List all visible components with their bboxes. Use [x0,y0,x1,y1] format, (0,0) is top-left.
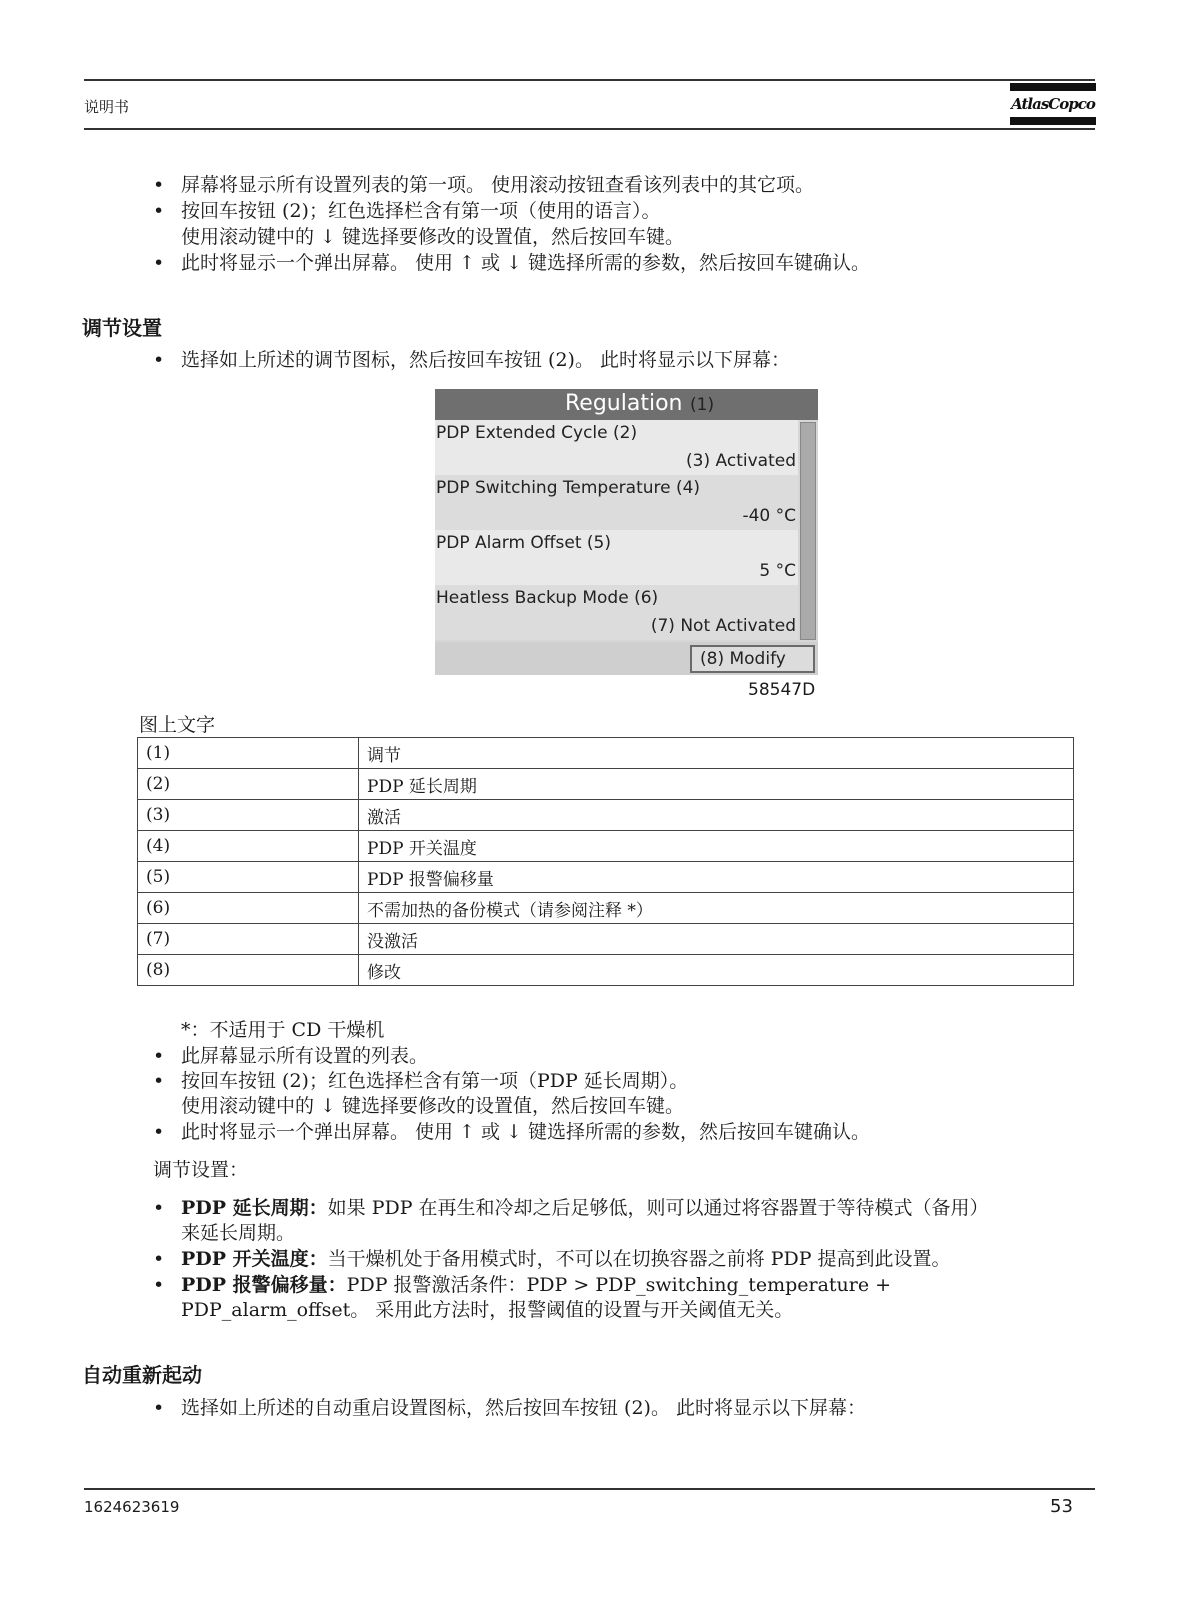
header-title: 说明书 [84,98,130,116]
after-bullet-2-cont: 使用滚动键中的 ↓ 键选择要修改的设置值，然后按回车键。 [181,1095,685,1117]
figure-code: 58547D [748,680,816,700]
setting-desc-cont: PDP_alarm_offset。 采用此方法时，报警阈值的设置与开关阈值无关。 [181,1299,794,1321]
legend-text: PDP 开关温度 [359,831,1074,862]
screen-row-label: PDP Switching Temperature (4) [436,478,701,498]
legend-text: 激活 [359,800,1074,831]
screen-row-pdp-alarm-offset[interactable] [435,530,798,585]
legend-text: PDP 延长周期 [359,769,1074,800]
after-bullet-2: 按回车按钮 (2)；红色选择栏含有第一项（PDP 延长周期）。 [181,1070,689,1092]
legend-text: 修改 [359,955,1074,986]
atlas-copco-logo [1010,83,1096,125]
legend-ref: (8) [138,955,359,986]
setting-item-extended-cycle [181,1195,989,1221]
screen-row-label: Heatless Backup Mode (6) [436,588,659,608]
screen-row-label: PDP Extended Cycle (2) [436,423,638,443]
after-bullet-3: 此时将显示一个弹出屏幕。 使用 ↑ 或 ↓ 键选择所需的参数，然后按回车键确认。 [181,1121,871,1143]
regulation-intro-bullet: 选择如上所述的调节图标，然后按回车按钮 (2)。 此时将显示以下屏幕： [181,349,790,371]
screen-row-value: (3) Activated [686,451,796,471]
bullet-dot: • [153,1197,165,1219]
modify-button[interactable]: (8) Modify [690,645,815,673]
legend-ref: (1) [138,738,359,769]
bullet-dot: • [153,1248,165,1270]
legend-ref: (7) [138,924,359,955]
screen-row-label: PDP Alarm Offset (5) [436,533,611,553]
table-row [138,769,1074,800]
setting-desc: 如果 PDP 在再生和冷却之后足够低，则可以通过将容器置于等待模式（备用） [327,1197,989,1219]
intro-bullet-3: 此时将显示一个弹出屏幕。 使用 ↑ 或 ↓ 键选择所需的参数，然后按回车键确认。 [181,252,871,274]
table-row [138,955,1074,986]
legend-ref: (5) [138,862,359,893]
legend-ref: (3) [138,800,359,831]
bullet-dot: • [153,1121,165,1143]
setting-desc: 当干燥机处于备用模式时，不可以在切换容器之前将 PDP 提高到此设置。 [327,1248,951,1270]
bullet-dot: • [153,252,165,274]
logo-text: AtlasCopco [1011,95,1095,113]
screen-row-pdp-extended-cycle[interactable] [435,420,798,475]
section-heading-auto-restart: 自动重新起动 [82,1363,202,1387]
legend-text: PDP 报警偏移量 [359,862,1074,893]
table-row [138,800,1074,831]
bullet-dot: • [153,174,165,196]
legend-text: 不需加热的备份模式（请参阅注释 *） [359,893,1074,924]
table-note: *：不适用于 CD 干燥机 [181,1019,385,1041]
table-row [138,924,1074,955]
screen-row-value: -40 °C [742,506,796,526]
bullet-dot: • [153,200,165,222]
legend-table [137,737,1074,986]
bullet-dot: • [153,1070,165,1092]
legend-ref: (4) [138,831,359,862]
bullet-dot: • [153,1397,165,1419]
restart-bullet: 选择如上所述的自动重启设置图标，然后按回车按钮 (2)。 此时将显示以下屏幕： [181,1397,866,1419]
legend-text: 没激活 [359,924,1074,955]
table-caption: 图上文字 [139,714,216,736]
intro-bullet-1: 屏幕将显示所有设置列表的第一项。 使用滚动按钮查看该列表中的其它项。 [181,174,815,196]
screen-title: Regulation [565,391,683,416]
header-rule-top [84,79,1095,81]
intro-bullet-2: 按回车按钮 (2)；红色选择栏含有第一项（使用的语言）。 [181,200,661,222]
table-row [138,738,1074,769]
bullet-dot: • [153,349,165,371]
legend-text: 调节 [359,738,1074,769]
table-row [138,831,1074,862]
document-number: 1624623619 [84,1498,180,1516]
legend-ref: (2) [138,769,359,800]
header-rule-bottom [84,128,1095,130]
screen-title-bar [435,389,818,420]
intro-bullet-2-cont: 使用滚动键中的 ↓ 键选择要修改的设置值，然后按回车键。 [181,226,685,248]
setting-term: PDP 延长周期： [181,1197,328,1219]
screen-row-pdp-switching-temperature[interactable] [435,475,798,530]
setting-term: PDP 开关温度： [181,1248,328,1270]
bullet-dot: • [153,1274,165,1296]
table-row [138,893,1074,924]
footer-rule [84,1488,1095,1490]
screen-row-value: (7) Not Activated [650,616,796,636]
after-bullet-1: 此屏幕显示所有设置的列表。 [181,1045,429,1067]
table-row [138,862,1074,893]
regulation-screen [435,389,818,675]
screen-title-ref: (1) [690,395,715,415]
setting-desc-cont: 来延长周期。 [181,1222,296,1244]
setting-desc: PDP 报警激活条件：PDP > PDP_switching_temperature + [346,1274,892,1296]
screen-scrollbar[interactable] [800,422,816,640]
page-number: 53 [1050,1496,1073,1517]
legend-ref: (6) [138,893,359,924]
screen-row-value: 5 °C [759,561,796,581]
setting-term: PDP 报警偏移量： [181,1274,347,1296]
bullet-dot: • [153,1045,165,1067]
screen-row-heatless-backup-mode[interactable] [435,585,798,640]
section-heading-regulation: 调节设置 [82,316,162,340]
settings-label: 调节设置： [153,1159,249,1181]
setting-item-alarm-offset [181,1272,891,1298]
setting-item-switching-temperature [181,1246,951,1272]
